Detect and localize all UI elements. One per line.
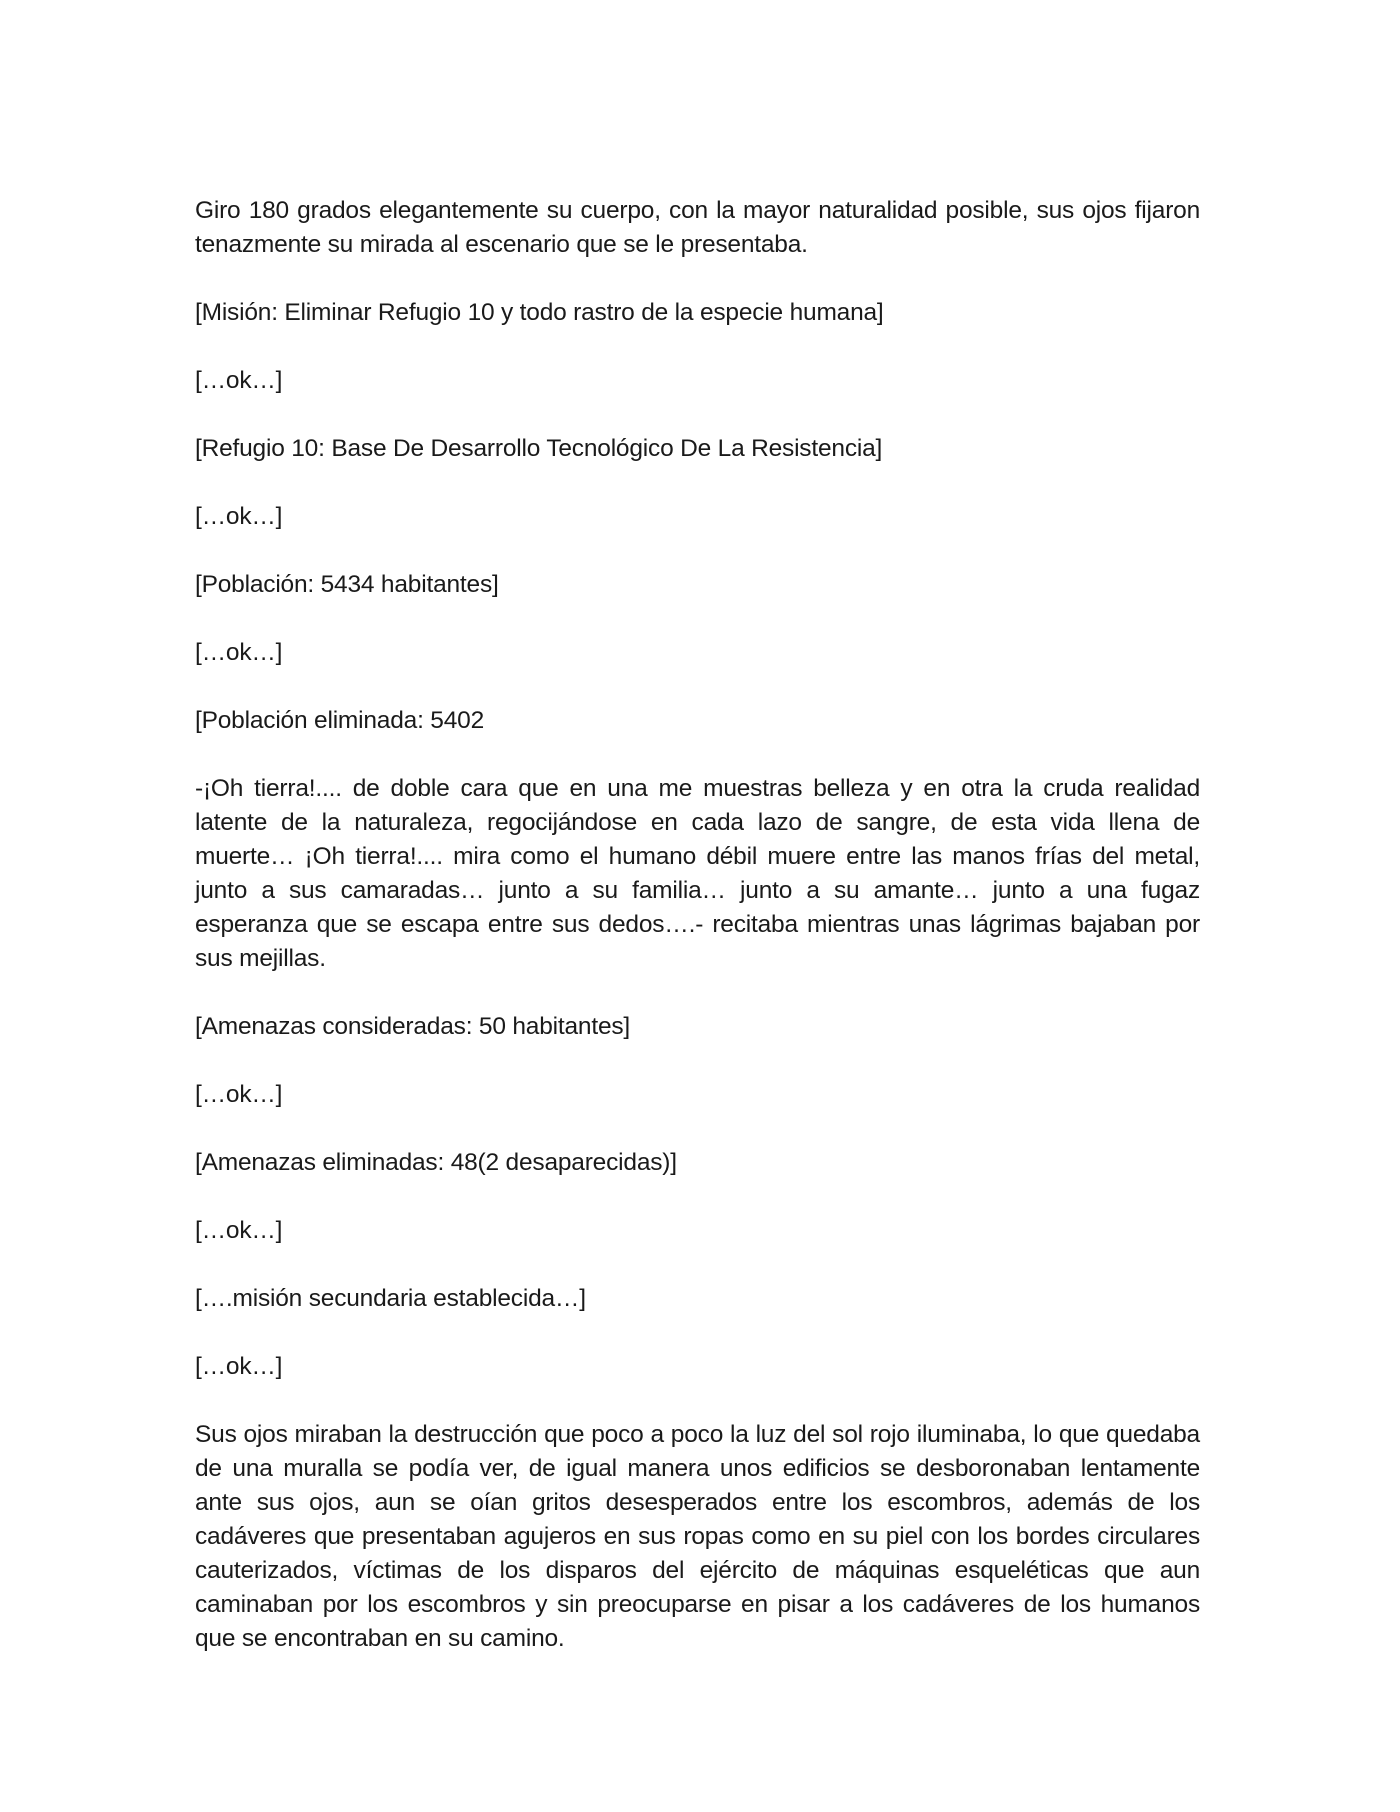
paragraph-mission: [Misión: Eliminar Refugio 10 y todo rastro de la especie humana] bbox=[195, 299, 884, 326]
paragraph-monologue: -¡Oh tierra!.... de doble cara que en una me muestras belleza y en otra la cruda realidad latente de la naturaleza, regocijándose en cada lazo de sangre, de esta vida llena de muerte… ¡Oh tierra!.... mira como el humano débil muere entre las manos frías del metal, junto a sus camaradas… junto a su familia… junto a su amante… junto a una fugaz esperanza que se escapa entre sus dedos….- recitaba mientras unas lágrimas bajaban por sus mejillas. bbox=[195, 775, 1200, 972]
paragraph-secondary-mission: [….misión secundaria establecida…] bbox=[195, 1285, 586, 1312]
paragraph-ok: […ok…] bbox=[195, 367, 283, 394]
paragraph-refuge: [Refugio 10: Base De Desarrollo Tecnológico De La Resistencia] bbox=[195, 435, 883, 462]
paragraph-ok: […ok…] bbox=[195, 503, 283, 530]
paragraph-ok: […ok…] bbox=[195, 1081, 283, 1108]
paragraph-ok: […ok…] bbox=[195, 1353, 283, 1380]
paragraph-population: [Población: 5434 habitantes] bbox=[195, 571, 499, 598]
paragraph-ok: […ok…] bbox=[195, 1217, 283, 1244]
paragraph-threats: [Amenazas consideradas: 50 habitantes] bbox=[195, 1013, 631, 1040]
paragraph-destruction: Sus ojos miraban la destrucción que poco a poco la luz del sol rojo iluminaba, lo que quedaba de una muralla se podía ver, de igual manera unos edificios se desboronaban lentamente ante sus ojos, aun se oían gritos desesperados entre los escombros, además de los cadáveres que presentaban agujeros en sus ropas como en su piel con los bordes circulares cauterizados, víctimas de los disparos del ejército de máquinas esqueléticas que aun caminaban por los escombros y sin preocuparse en pisar a los cadáveres de los humanos que se encontraban en su camino. bbox=[195, 1421, 1200, 1652]
paragraph-population-eliminated: [Población eliminada: 5402 bbox=[195, 707, 485, 734]
paragraph-ok: […ok…] bbox=[195, 639, 283, 666]
paragraph-threats-eliminated: [Amenazas eliminadas: 48(2 desaparecidas)] bbox=[195, 1149, 677, 1176]
document-body bbox=[195, 194, 1200, 1690]
paragraph-intro: Giro 180 grados elegantemente su cuerpo, con la mayor naturalidad posible, sus ojos fijaron tenazmente su mirada al escenario que se le presentaba. bbox=[195, 197, 1200, 258]
